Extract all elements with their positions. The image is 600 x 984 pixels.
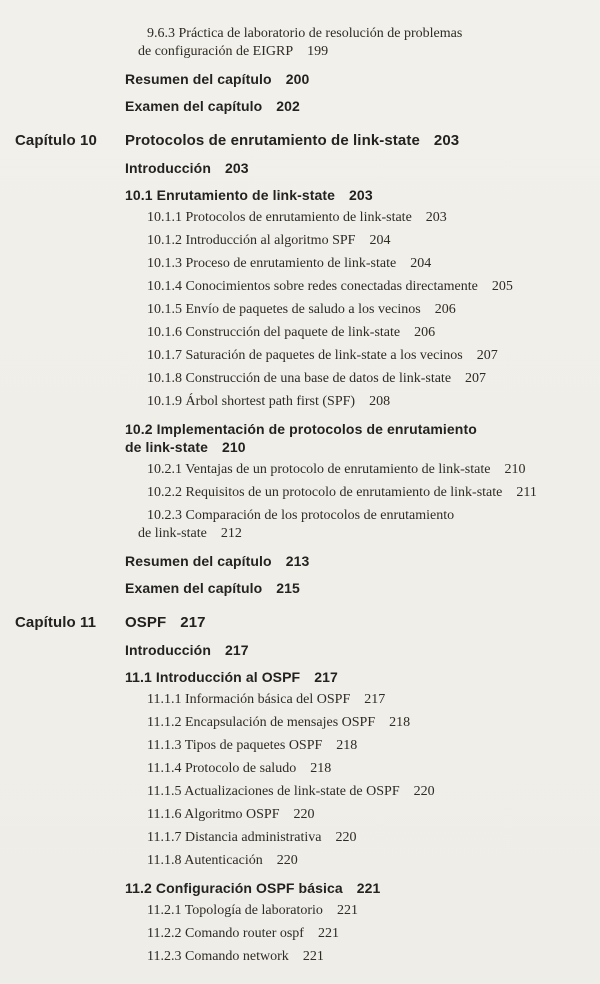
- toc-entry-line: [125, 902, 590, 920]
- toc-entry-text: Resumen del capítulo: [125, 553, 272, 569]
- toc-entry: [125, 552, 590, 570]
- toc-entry-text: 11.2.1 Topología de laboratorio: [147, 903, 323, 918]
- toc-entry-line: [125, 852, 590, 870]
- page-number: 199: [307, 44, 329, 59]
- toc-entry-text: 10.1.6 Construcción del paquete de link-state: [147, 325, 401, 340]
- toc-entry-text: de configuración de EIGRP: [138, 44, 294, 59]
- toc-entry-line: [125, 760, 590, 778]
- toc-entry: [125, 186, 590, 204]
- page-number: 206: [414, 325, 436, 340]
- page-number: 218: [336, 738, 358, 753]
- toc-entry-text: Examen del capítulo: [125, 580, 263, 596]
- page-number: 202: [276, 98, 300, 114]
- toc-entry-line: [125, 783, 590, 801]
- toc-entry: [125, 209, 590, 227]
- toc-entry: [125, 507, 590, 543]
- toc-entry-text: 10.2.3 Comparación de los protocolos de enrutamiento: [147, 508, 455, 523]
- toc-entry: [125, 925, 590, 943]
- toc-entry-line: [125, 552, 590, 570]
- toc-entry-text: 11.1.1 Información básica del OSPF: [147, 692, 351, 707]
- page-number: 203: [433, 132, 460, 149]
- toc-entry-line: [125, 186, 590, 204]
- toc-entry: [125, 829, 590, 847]
- toc-entry-text: 11.1.5 Actualizaciones de link-state de OSPF: [147, 784, 400, 799]
- toc-entry-text: 10.2.1 Ventajas de un protocolo de enrutamiento de link-state: [147, 462, 491, 477]
- page-number: 218: [310, 761, 332, 776]
- toc-entry-line: [125, 393, 590, 411]
- toc-entry-line: [125, 25, 590, 43]
- chapter-label: Capítulo 11: [15, 614, 97, 631]
- toc-entry-text: 11.1.3 Tipos de paquetes OSPF: [147, 738, 323, 753]
- toc-entry-text: 10.1.3 Proceso de enrutamiento de link-state: [147, 256, 397, 271]
- toc-entry: [125, 347, 590, 365]
- toc-entry: [125, 668, 590, 686]
- page-number: 200: [285, 71, 310, 87]
- toc-entry: [125, 783, 590, 801]
- toc-entry-text: 10.1.2 Introducción al algoritmo SPF: [147, 233, 356, 248]
- page-number: 210: [222, 439, 246, 455]
- toc-entry: [125, 255, 590, 273]
- toc-entry: [125, 301, 590, 319]
- toc-entry-text: de link-state: [125, 439, 208, 455]
- toc-entry-line: [125, 461, 590, 479]
- toc-entry: [125, 641, 590, 659]
- page-number: 207: [465, 371, 487, 386]
- toc-entry-line: [125, 209, 590, 227]
- page-number: 213: [285, 553, 310, 569]
- toc-entry-line: [125, 948, 590, 966]
- page-number: 217: [180, 614, 206, 631]
- toc-entry: [125, 25, 590, 61]
- page-number: 212: [220, 526, 242, 541]
- toc-chapter-entry: [15, 614, 590, 632]
- toc-entry-text: de link-state: [138, 526, 207, 541]
- toc-entry-line: [125, 737, 590, 755]
- toc-entry: [125, 370, 590, 388]
- page-number: 215: [276, 580, 300, 596]
- page-number: 207: [476, 348, 498, 363]
- toc-entry-text: 10.1.7 Saturación de paquetes de link-state a los vecinos: [147, 348, 463, 363]
- toc-entry-text: 10.1 Enrutamiento de link-state: [125, 187, 336, 203]
- toc-entry-text: 11.1.6 Algoritmo OSPF: [147, 807, 280, 822]
- toc-entry-text: 10.1.5 Envío de paquetes de saludo a los vecinos: [147, 302, 421, 317]
- toc-entry-text: 10.2 Implementación de protocolos de enrutamiento: [125, 421, 477, 437]
- toc-entry-text: Examen del capítulo: [125, 98, 263, 114]
- page-number: 208: [369, 394, 391, 409]
- toc-entry: [125, 420, 590, 456]
- toc-entry-line: [125, 691, 590, 709]
- toc-list: [15, 25, 590, 966]
- toc-entry-text: OSPF: [125, 614, 167, 631]
- toc-chapter-entry: [15, 132, 590, 150]
- toc-entry-text: 11.1.7 Distancia administrativa: [147, 830, 322, 845]
- toc-entry-line: [125, 879, 590, 897]
- toc-entry-line: [125, 232, 590, 250]
- page-number: 220: [276, 853, 298, 868]
- toc-entry-line: [125, 43, 590, 61]
- page-number: 211: [516, 485, 537, 500]
- toc-entry-text: Protocolos de enrutamiento de link-state: [125, 132, 420, 149]
- toc-entry-line: [125, 255, 590, 273]
- toc-entry-text: 10.1.4 Conocimientos sobre redes conectadas directamente: [147, 279, 478, 294]
- page-number: 217: [314, 669, 338, 685]
- page-number: 210: [504, 462, 526, 477]
- toc-entry-line: [125, 579, 590, 597]
- toc-entry-line: [125, 806, 590, 824]
- toc-entry-line: [125, 829, 590, 847]
- page-number: 204: [369, 233, 391, 248]
- page-number: 220: [293, 807, 315, 822]
- toc-entry-line: [125, 420, 590, 438]
- page-number: 203: [224, 160, 249, 176]
- toc-entry-line: [125, 438, 590, 456]
- toc-entry-line: [125, 714, 590, 732]
- page-number: 203: [425, 210, 447, 225]
- toc-entry-text: 10.1.9 Árbol shortest path first (SPF): [147, 394, 356, 409]
- toc-entry-text: 11.2 Configuración OSPF básica: [125, 880, 343, 896]
- toc-entry-text: 11.1 Introducción al OSPF: [125, 669, 301, 685]
- toc-entry-line: [125, 278, 590, 296]
- toc-entry: [125, 97, 590, 115]
- page-number: 205: [491, 279, 513, 294]
- toc-entry-line: [125, 132, 590, 150]
- toc-entry: [125, 948, 590, 966]
- toc-entry-text: 11.2.3 Comando network: [147, 949, 289, 964]
- toc-entry-line: [125, 925, 590, 943]
- page-number: 221: [317, 926, 339, 941]
- page-number: 206: [434, 302, 456, 317]
- toc-entry-text: Introducción: [125, 642, 211, 658]
- toc-entry-line: [125, 370, 590, 388]
- page-number: 220: [335, 830, 357, 845]
- toc-entry-text: 11.2.2 Comando router ospf: [147, 926, 304, 941]
- toc-entry: [125, 760, 590, 778]
- page-number: 204: [410, 256, 432, 271]
- toc-entry-text: 11.1.2 Encapsulación de mensajes OSPF: [147, 715, 376, 730]
- chapter-label: Capítulo 10: [15, 132, 97, 149]
- toc-entry-line: [125, 70, 590, 88]
- toc-entry-line: [125, 301, 590, 319]
- page-number: 221: [336, 903, 358, 918]
- toc-entry-line: [125, 525, 590, 543]
- toc-entry: [125, 159, 590, 177]
- toc-entry-line: [125, 507, 590, 525]
- toc-entry-text: 11.1.4 Protocolo de saludo: [147, 761, 297, 776]
- toc-entry: [125, 70, 590, 88]
- toc-entry-text: Resumen del capítulo: [125, 71, 272, 87]
- toc-entry-line: [125, 159, 590, 177]
- page-number: 220: [413, 784, 435, 799]
- toc-entry-text: Introducción: [125, 160, 211, 176]
- toc-entry: [125, 461, 590, 479]
- toc-entry-text: 11.1.8 Autenticación: [147, 853, 263, 868]
- toc-entry: [125, 393, 590, 411]
- toc-entry: [125, 484, 590, 502]
- toc-entry-line: [125, 347, 590, 365]
- toc-entry-text: 10.2.2 Requisitos de un protocolo de enrutamiento de link-state: [147, 485, 503, 500]
- toc-entry-text: 10.1.8 Construcción de una base de datos de link-state: [147, 371, 452, 386]
- toc-entry-line: [125, 641, 590, 659]
- page-number: 221: [356, 880, 381, 896]
- page-number: 221: [302, 949, 324, 964]
- page-number: 217: [224, 642, 249, 658]
- page-number: 218: [389, 715, 411, 730]
- toc-entry-line: [125, 614, 590, 632]
- toc-entry-line: [125, 97, 590, 115]
- toc-entry-line: [125, 324, 590, 342]
- toc-entry: [125, 902, 590, 920]
- toc-entry: [125, 691, 590, 709]
- toc-entry: [125, 579, 590, 597]
- toc-entry: [125, 879, 590, 897]
- page-number: 203: [349, 187, 373, 203]
- page-number: 217: [364, 692, 386, 707]
- toc-entry-line: [125, 668, 590, 686]
- toc-entry-text: 10.1.1 Protocolos de enrutamiento de link-state: [147, 210, 412, 225]
- toc-entry: [125, 806, 590, 824]
- toc-entry: [125, 278, 590, 296]
- toc-entry-text: 9.6.3 Práctica de laboratorio de resolución de problemas: [147, 26, 463, 41]
- toc-entry: [125, 232, 590, 250]
- toc-entry: [125, 737, 590, 755]
- toc-entry: [125, 852, 590, 870]
- toc-entry: [125, 714, 590, 732]
- toc-entry: [125, 324, 590, 342]
- toc-entry-line: [125, 484, 590, 502]
